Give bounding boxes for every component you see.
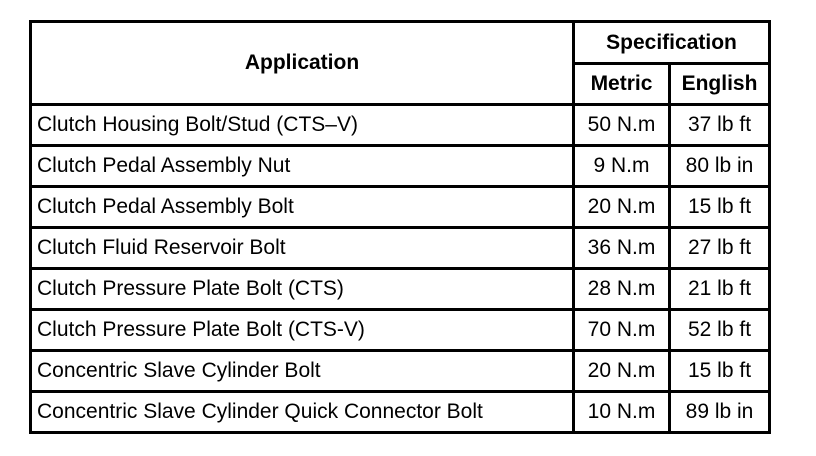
table-row bbox=[31, 392, 770, 433]
application-header: Application bbox=[31, 22, 574, 105]
english-header: English bbox=[670, 64, 770, 105]
specification-table bbox=[29, 20, 771, 434]
specification-header: Specification bbox=[574, 22, 770, 64]
application-cell: Clutch Fluid Reservoir Bolt bbox=[31, 228, 574, 269]
metric-cell: 50 N.m bbox=[574, 105, 670, 146]
english-cell: 37 lb ft bbox=[670, 105, 770, 146]
metric-header: Metric bbox=[574, 64, 670, 105]
metric-cell: 28 N.m bbox=[574, 269, 670, 310]
metric-cell: 70 N.m bbox=[574, 310, 670, 351]
application-cell: Clutch Pressure Plate Bolt (CTS-V) bbox=[31, 310, 574, 351]
metric-cell: 36 N.m bbox=[574, 228, 670, 269]
application-cell: Concentric Slave Cylinder Quick Connector Bolt bbox=[31, 392, 574, 433]
table-row bbox=[31, 146, 770, 187]
application-cell: Clutch Pressure Plate Bolt (CTS) bbox=[31, 269, 574, 310]
english-cell: 52 lb ft bbox=[670, 310, 770, 351]
english-cell: 27 lb ft bbox=[670, 228, 770, 269]
english-cell: 15 lb ft bbox=[670, 351, 770, 392]
metric-cell: 20 N.m bbox=[574, 187, 670, 228]
table-row bbox=[31, 310, 770, 351]
english-cell: 89 lb in bbox=[670, 392, 770, 433]
metric-cell: 20 N.m bbox=[574, 351, 670, 392]
application-cell: Clutch Pedal Assembly Nut bbox=[31, 146, 574, 187]
metric-cell: 10 N.m bbox=[574, 392, 670, 433]
english-cell: 21 lb ft bbox=[670, 269, 770, 310]
table-row bbox=[31, 228, 770, 269]
application-cell: Clutch Pedal Assembly Bolt bbox=[31, 187, 574, 228]
english-cell: 80 lb in bbox=[670, 146, 770, 187]
table-row bbox=[31, 105, 770, 146]
header-row-1 bbox=[31, 22, 770, 64]
application-cell: Clutch Housing Bolt/Stud (CTS–V) bbox=[31, 105, 574, 146]
table-row bbox=[31, 187, 770, 228]
metric-cell: 9 N.m bbox=[574, 146, 670, 187]
application-cell: Concentric Slave Cylinder Bolt bbox=[31, 351, 574, 392]
english-cell: 15 lb ft bbox=[670, 187, 770, 228]
table-row bbox=[31, 351, 770, 392]
table-row bbox=[31, 269, 770, 310]
